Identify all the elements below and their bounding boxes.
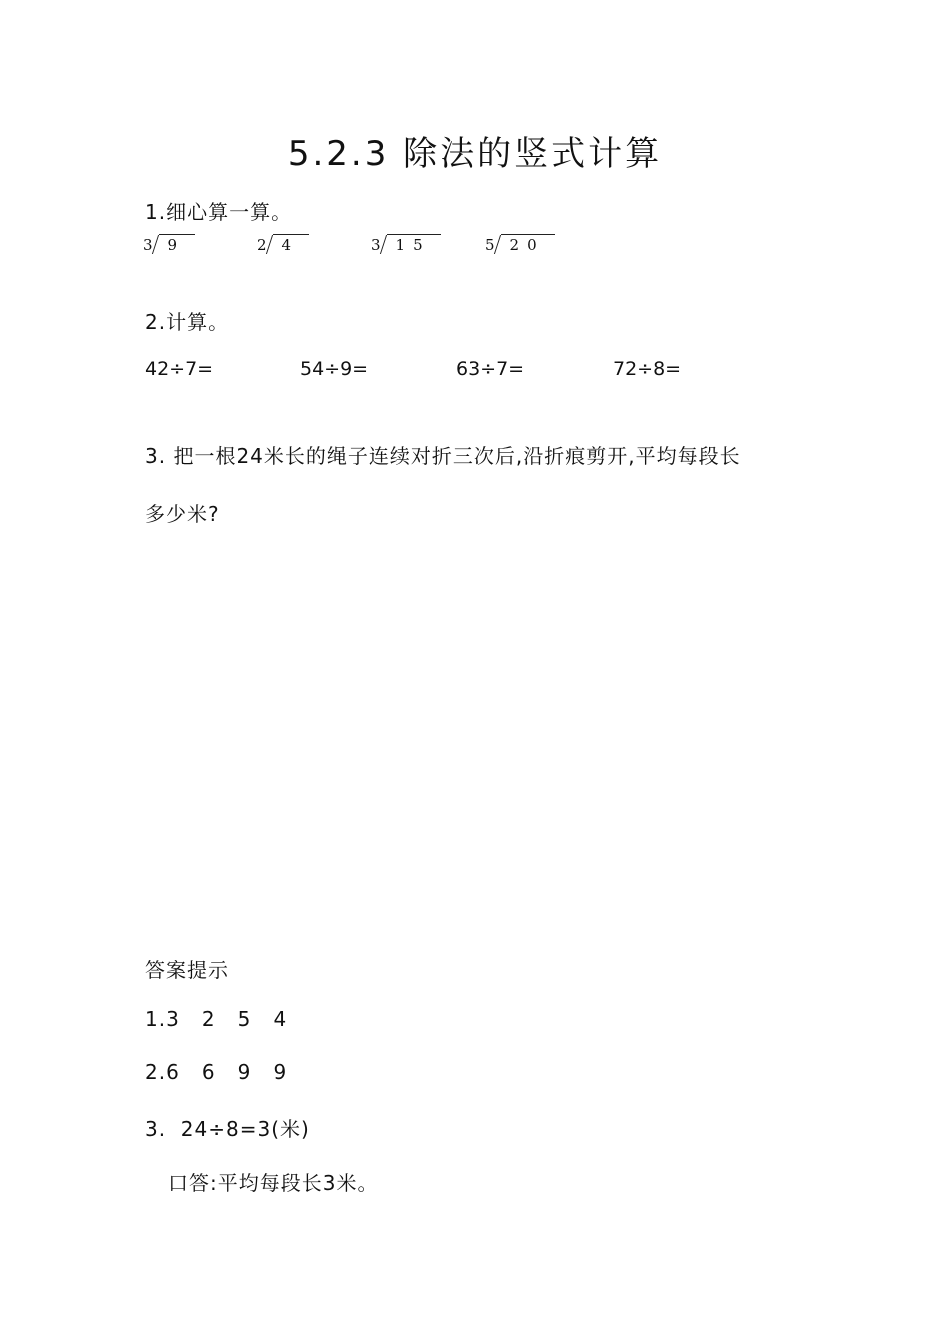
long-division-4 <box>485 232 555 254</box>
question-1-prompt: 1.细心算一算。 <box>145 200 293 224</box>
answer-3: 3. 24÷8=3(米) <box>145 1117 310 1141</box>
question-3-line-2: 多少米? <box>145 502 220 526</box>
long-division-3 <box>371 232 441 254</box>
question-3-line-1: 3. 把一根24米长的绳子连续对折三次后,沿折痕剪开,平均每段长 <box>145 444 741 468</box>
divisor: 2 <box>257 236 267 254</box>
answers-heading: 答案提示 <box>145 958 229 982</box>
dividend: 20 <box>509 236 545 254</box>
page-title: 5.2.3 除法的竖式计算 <box>287 134 663 174</box>
divisor: 3 <box>371 236 381 254</box>
answer-2: 2.6 6 9 9 <box>145 1060 288 1084</box>
division-bracket <box>382 234 441 254</box>
answer-3-reply: 口答:平均每段长3米。 <box>168 1171 379 1195</box>
dividend: 4 <box>281 236 300 254</box>
calc-item-3: 63÷7= <box>456 358 525 380</box>
divisor: 5 <box>485 236 495 254</box>
long-division-2 <box>257 232 309 254</box>
calc-item-2: 54÷9= <box>300 358 369 380</box>
calc-item-4: 72÷8= <box>613 358 682 380</box>
dividend: 15 <box>395 236 431 254</box>
calc-item-1: 42÷7= <box>145 358 214 380</box>
dividend: 9 <box>167 236 186 254</box>
divisor: 3 <box>143 236 153 254</box>
answer-1: 1.3 2 5 4 <box>145 1007 288 1031</box>
division-bracket <box>496 234 555 254</box>
division-bracket <box>268 234 310 254</box>
division-bracket <box>154 234 196 254</box>
long-division-1 <box>143 232 195 254</box>
question-2-prompt: 2.计算。 <box>145 310 230 334</box>
